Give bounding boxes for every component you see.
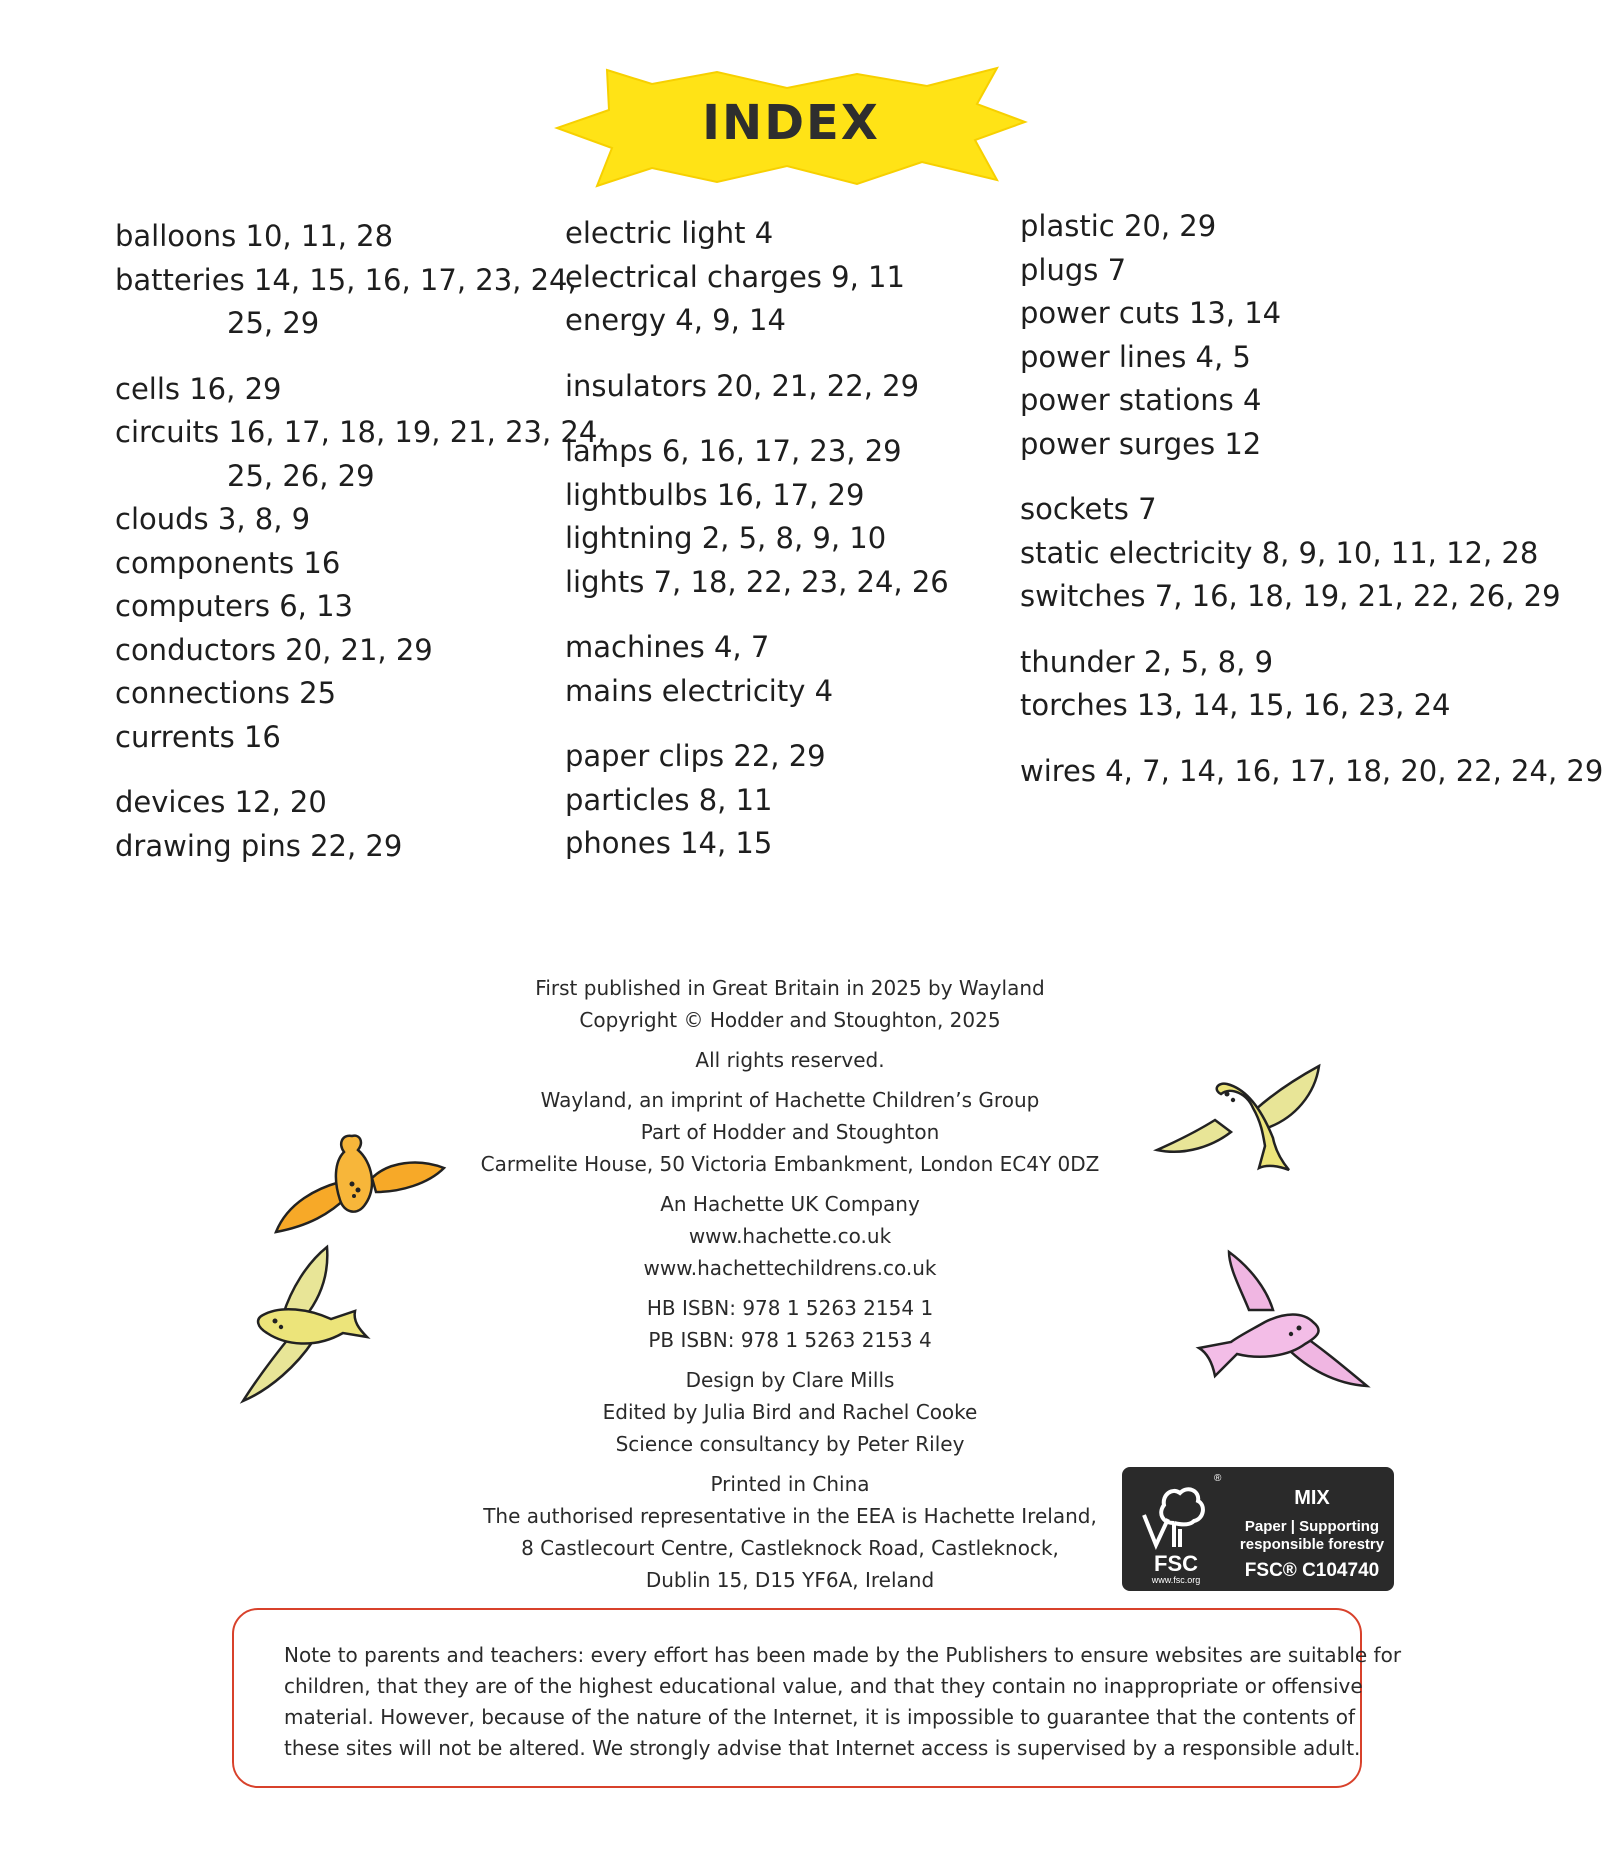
index-group bbox=[565, 430, 985, 604]
index-entry bbox=[565, 474, 985, 518]
page-title: INDEX bbox=[702, 95, 880, 151]
index-term: power lines bbox=[1020, 339, 1187, 374]
imprint-block bbox=[460, 1364, 1120, 1460]
pink-bird-illustration bbox=[1195, 1250, 1370, 1400]
index-entry bbox=[1020, 684, 1490, 728]
index-entry bbox=[565, 822, 985, 866]
index-pages: 10, 11, 28 bbox=[245, 219, 394, 253]
orange-bird-illustration bbox=[268, 1122, 448, 1242]
index-pages: 20, 29 bbox=[1123, 209, 1217, 243]
index-entry bbox=[115, 585, 535, 629]
index-pages: 13, 14 bbox=[1188, 296, 1282, 330]
index-entry bbox=[115, 411, 607, 498]
index-term: power stations bbox=[1020, 383, 1234, 417]
index-entry bbox=[565, 517, 985, 561]
index-entry bbox=[1020, 336, 1490, 380]
index-term: static electricity bbox=[1020, 535, 1253, 570]
index-term: lamps bbox=[565, 434, 653, 468]
index-pages: 12, 20 bbox=[234, 785, 327, 819]
index-term: phones bbox=[565, 826, 671, 860]
index-pages: 7 bbox=[1107, 252, 1127, 287]
index-pages: 2, 5, 8, 9 bbox=[1143, 644, 1274, 679]
index-term: electric light bbox=[565, 216, 746, 250]
index-pages: 16 bbox=[243, 719, 281, 754]
fsc-url: www.fsc.org bbox=[1151, 1575, 1201, 1585]
index-group bbox=[1020, 641, 1490, 728]
index-term: energy bbox=[565, 303, 667, 337]
index-entry bbox=[1020, 292, 1490, 336]
index-term: lights bbox=[565, 564, 645, 599]
imprint-line: Carmelite House, 50 Victoria Embankment, London EC4Y 0DZ bbox=[480, 1152, 1100, 1176]
index-entry bbox=[1020, 379, 1490, 423]
fsc-description-line-2: responsible forestry bbox=[1239, 1536, 1385, 1553]
index-entry bbox=[565, 779, 985, 823]
imprint-line: All rights reserved. bbox=[695, 1048, 885, 1072]
index-entry bbox=[1020, 575, 1561, 619]
index-term: balloons bbox=[115, 219, 237, 253]
index-group bbox=[115, 215, 577, 346]
index-entry bbox=[115, 781, 535, 825]
index-entry bbox=[115, 498, 535, 542]
imprint-block bbox=[460, 1188, 1120, 1284]
index-term: switches bbox=[1020, 579, 1146, 613]
index-term: plugs bbox=[1020, 252, 1099, 287]
index-entry bbox=[565, 365, 985, 409]
index-group bbox=[115, 781, 535, 868]
index-pages: 2, 5, 8, 9, 10 bbox=[701, 521, 887, 555]
index-pages-continued: 25, 26, 29 bbox=[227, 458, 375, 493]
index-term: particles bbox=[565, 782, 690, 817]
index-term: lightbulbs bbox=[565, 477, 708, 512]
imprint-line: www.hachette.co.uk bbox=[688, 1224, 892, 1248]
fsc-description-line-1: Paper | Supporting bbox=[1244, 1518, 1380, 1535]
index-term: batteries bbox=[115, 262, 245, 297]
note-line: these sites will not be altered. We strongly advise that Internet access is supervised by a responsible adult. bbox=[284, 1736, 1361, 1760]
index-term: plastic bbox=[1020, 209, 1115, 243]
index-entry bbox=[115, 825, 535, 869]
index-entry bbox=[115, 542, 535, 586]
index-pages: 16, 29 bbox=[189, 371, 282, 406]
index-pages: 20, 21, 29 bbox=[285, 632, 433, 667]
index-group bbox=[565, 365, 985, 409]
index-pages: 14, 15, 16, 17, 23, 24, bbox=[253, 262, 577, 297]
fsc-mix-label: MIX bbox=[1294, 1487, 1330, 1509]
index-group bbox=[1020, 488, 1561, 619]
index-pages: 4, 5 bbox=[1195, 339, 1251, 374]
index-pages: 4, 9, 14 bbox=[675, 303, 786, 337]
imprint-line: PB ISBN: 978 1 5263 2153 4 bbox=[648, 1328, 932, 1352]
fsc-certification-badge bbox=[1122, 1467, 1394, 1591]
index-entry bbox=[565, 626, 985, 670]
index-column-3 bbox=[1020, 205, 1603, 815]
imprint-block bbox=[460, 972, 1120, 1036]
imprint-line: Copyright © Hodder and Stoughton, 2025 bbox=[579, 1008, 1001, 1032]
imprint-block bbox=[460, 1292, 1120, 1356]
index-term: wires bbox=[1020, 753, 1097, 788]
imprint-line: Wayland, an imprint of Hachette Children’s Group bbox=[540, 1088, 1040, 1112]
index-term: electrical charges bbox=[565, 259, 822, 294]
index-pages: 16, 17, 29 bbox=[716, 477, 865, 512]
index-pages: 22, 29 bbox=[733, 739, 826, 773]
fsc-registered-mark: ® bbox=[1214, 1473, 1222, 1484]
index-term: thunder bbox=[1020, 644, 1135, 679]
index-term: currents bbox=[115, 719, 235, 754]
fsc-logo-text: FSC bbox=[1154, 1551, 1198, 1576]
index-entry bbox=[115, 368, 535, 412]
index-term: machines bbox=[565, 630, 705, 664]
index-pages: 16 bbox=[303, 545, 341, 580]
imprint-line: Science consultancy by Peter Riley bbox=[615, 1432, 965, 1456]
index-term: circuits bbox=[115, 415, 220, 449]
imprint-line: 8 Castlecourt Centre, Castleknock Road, Castleknock, bbox=[521, 1536, 1059, 1560]
index-pages: 3, 8, 9 bbox=[217, 502, 311, 536]
imprint-line: Edited by Julia Bird and Rachel Cooke bbox=[602, 1400, 978, 1424]
index-term: components bbox=[115, 545, 295, 580]
index-entry bbox=[565, 212, 985, 256]
imprint-line: The authorised representative in the EEA is Hachette Ireland, bbox=[483, 1504, 1097, 1528]
index-pages: 7, 16, 18, 19, 21, 22, 26, 29 bbox=[1154, 579, 1561, 613]
index-pages: 9, 11 bbox=[831, 259, 905, 294]
note-line: children, that they are of the highest educational value, and that they contain no inappropriate or offensive bbox=[284, 1674, 1363, 1698]
index-term: conductors bbox=[115, 632, 276, 667]
imprint-line: Part of Hodder and Stoughton bbox=[640, 1120, 940, 1144]
imprint-block bbox=[460, 1044, 1120, 1076]
index-pages: 7, 18, 22, 23, 24, 26 bbox=[653, 564, 949, 599]
index-entry bbox=[565, 430, 985, 474]
index-entry bbox=[115, 672, 535, 716]
index-group bbox=[565, 212, 985, 343]
index-entry bbox=[1020, 423, 1490, 467]
imprint-page-credits bbox=[460, 972, 1120, 1604]
index-pages: 4, 7, 14, 16, 17, 18, 20, 22, 24, 29 bbox=[1105, 753, 1603, 788]
note-line: material. However, because of the nature of the Internet, it is impossible to guarantee that the contents of bbox=[284, 1705, 1356, 1729]
index-pages: 8, 9, 10, 11, 12, 28 bbox=[1261, 535, 1539, 570]
index-term: torches bbox=[1020, 688, 1128, 722]
index-pages: 4 bbox=[1242, 383, 1262, 417]
index-entry bbox=[565, 256, 985, 300]
index-entry bbox=[1020, 205, 1490, 249]
index-entry bbox=[565, 299, 985, 343]
index-pages: 7 bbox=[1138, 492, 1157, 526]
index-pages: 6, 13 bbox=[279, 589, 353, 623]
fsc-license-code: FSC® C104740 bbox=[1244, 1560, 1380, 1581]
index-pages: 25 bbox=[299, 676, 337, 710]
parents-teachers-note bbox=[232, 1608, 1402, 1788]
yellow-bird-illustration bbox=[1155, 1060, 1325, 1180]
imprint-line: An Hachette UK Company bbox=[660, 1192, 920, 1216]
index-group bbox=[1020, 750, 1603, 794]
fsc-tree-icon bbox=[1134, 1479, 1218, 1551]
index-entry bbox=[1020, 488, 1490, 532]
index-pages: 4 bbox=[814, 673, 834, 708]
index-entry bbox=[565, 735, 985, 779]
imprint-line: www.hachettechildrens.co.uk bbox=[643, 1256, 937, 1280]
pale-yellow-bird-illustration bbox=[235, 1245, 375, 1405]
index-term: paper clips bbox=[565, 739, 725, 773]
index-term: devices bbox=[115, 785, 226, 819]
index-term: power surges bbox=[1020, 426, 1216, 461]
index-pages: 14, 15 bbox=[680, 826, 773, 860]
index-entry bbox=[1020, 532, 1539, 576]
index-pages: 12 bbox=[1224, 426, 1262, 461]
index-entry bbox=[115, 716, 535, 760]
index-term: power cuts bbox=[1020, 296, 1180, 330]
imprint-line: Dublin 15, D15 YF6A, Ireland bbox=[645, 1568, 935, 1592]
index-pages: 20, 21, 22, 29 bbox=[716, 368, 920, 403]
index-pages: 22, 29 bbox=[310, 828, 403, 863]
index-entry bbox=[565, 561, 985, 605]
index-entry bbox=[1020, 249, 1490, 293]
index-term: connections bbox=[115, 676, 290, 710]
index-pages: 4 bbox=[754, 216, 774, 250]
index-pages-continued: 25, 29 bbox=[227, 306, 320, 340]
index-entry bbox=[115, 629, 535, 673]
imprint-block bbox=[460, 1468, 1120, 1596]
index-entry bbox=[565, 670, 985, 714]
index-term: sockets bbox=[1020, 492, 1129, 526]
imprint-line: Design by Clare Mills bbox=[685, 1368, 895, 1392]
index-group bbox=[565, 735, 985, 866]
index-pages: 4, 7 bbox=[713, 630, 770, 664]
index-term: mains electricity bbox=[565, 673, 806, 708]
index-term: insulators bbox=[565, 368, 707, 403]
index-pages: 6, 16, 17, 23, 29 bbox=[661, 434, 902, 468]
imprint-line: HB ISBN: 978 1 5263 2154 1 bbox=[646, 1296, 934, 1320]
note-line: Note to parents and teachers: every effort has been made by the Publishers to ensure websites are suitable for bbox=[284, 1643, 1402, 1667]
imprint-line: First published in Great Britain in 2025 by Wayland bbox=[535, 976, 1045, 1000]
imprint-block bbox=[460, 1084, 1120, 1180]
index-term: clouds bbox=[115, 502, 209, 536]
index-entry bbox=[115, 215, 535, 259]
index-entry bbox=[1020, 750, 1603, 794]
index-term: drawing pins bbox=[115, 828, 301, 863]
index-group bbox=[565, 626, 985, 713]
index-entry bbox=[115, 259, 577, 346]
index-pages: 16, 17, 18, 19, 21, 23, 24, bbox=[228, 415, 607, 449]
index-pages: 8, 11 bbox=[698, 782, 773, 817]
index-pages: 13, 14, 15, 16, 23, 24 bbox=[1136, 688, 1451, 722]
index-entry bbox=[1020, 641, 1490, 685]
index-term: computers bbox=[115, 589, 270, 623]
index-term: lightning bbox=[565, 521, 693, 555]
index-group bbox=[1020, 205, 1490, 466]
index-column-2 bbox=[565, 212, 985, 888]
index-term: cells bbox=[115, 371, 181, 406]
imprint-line: Printed in China bbox=[710, 1472, 870, 1496]
